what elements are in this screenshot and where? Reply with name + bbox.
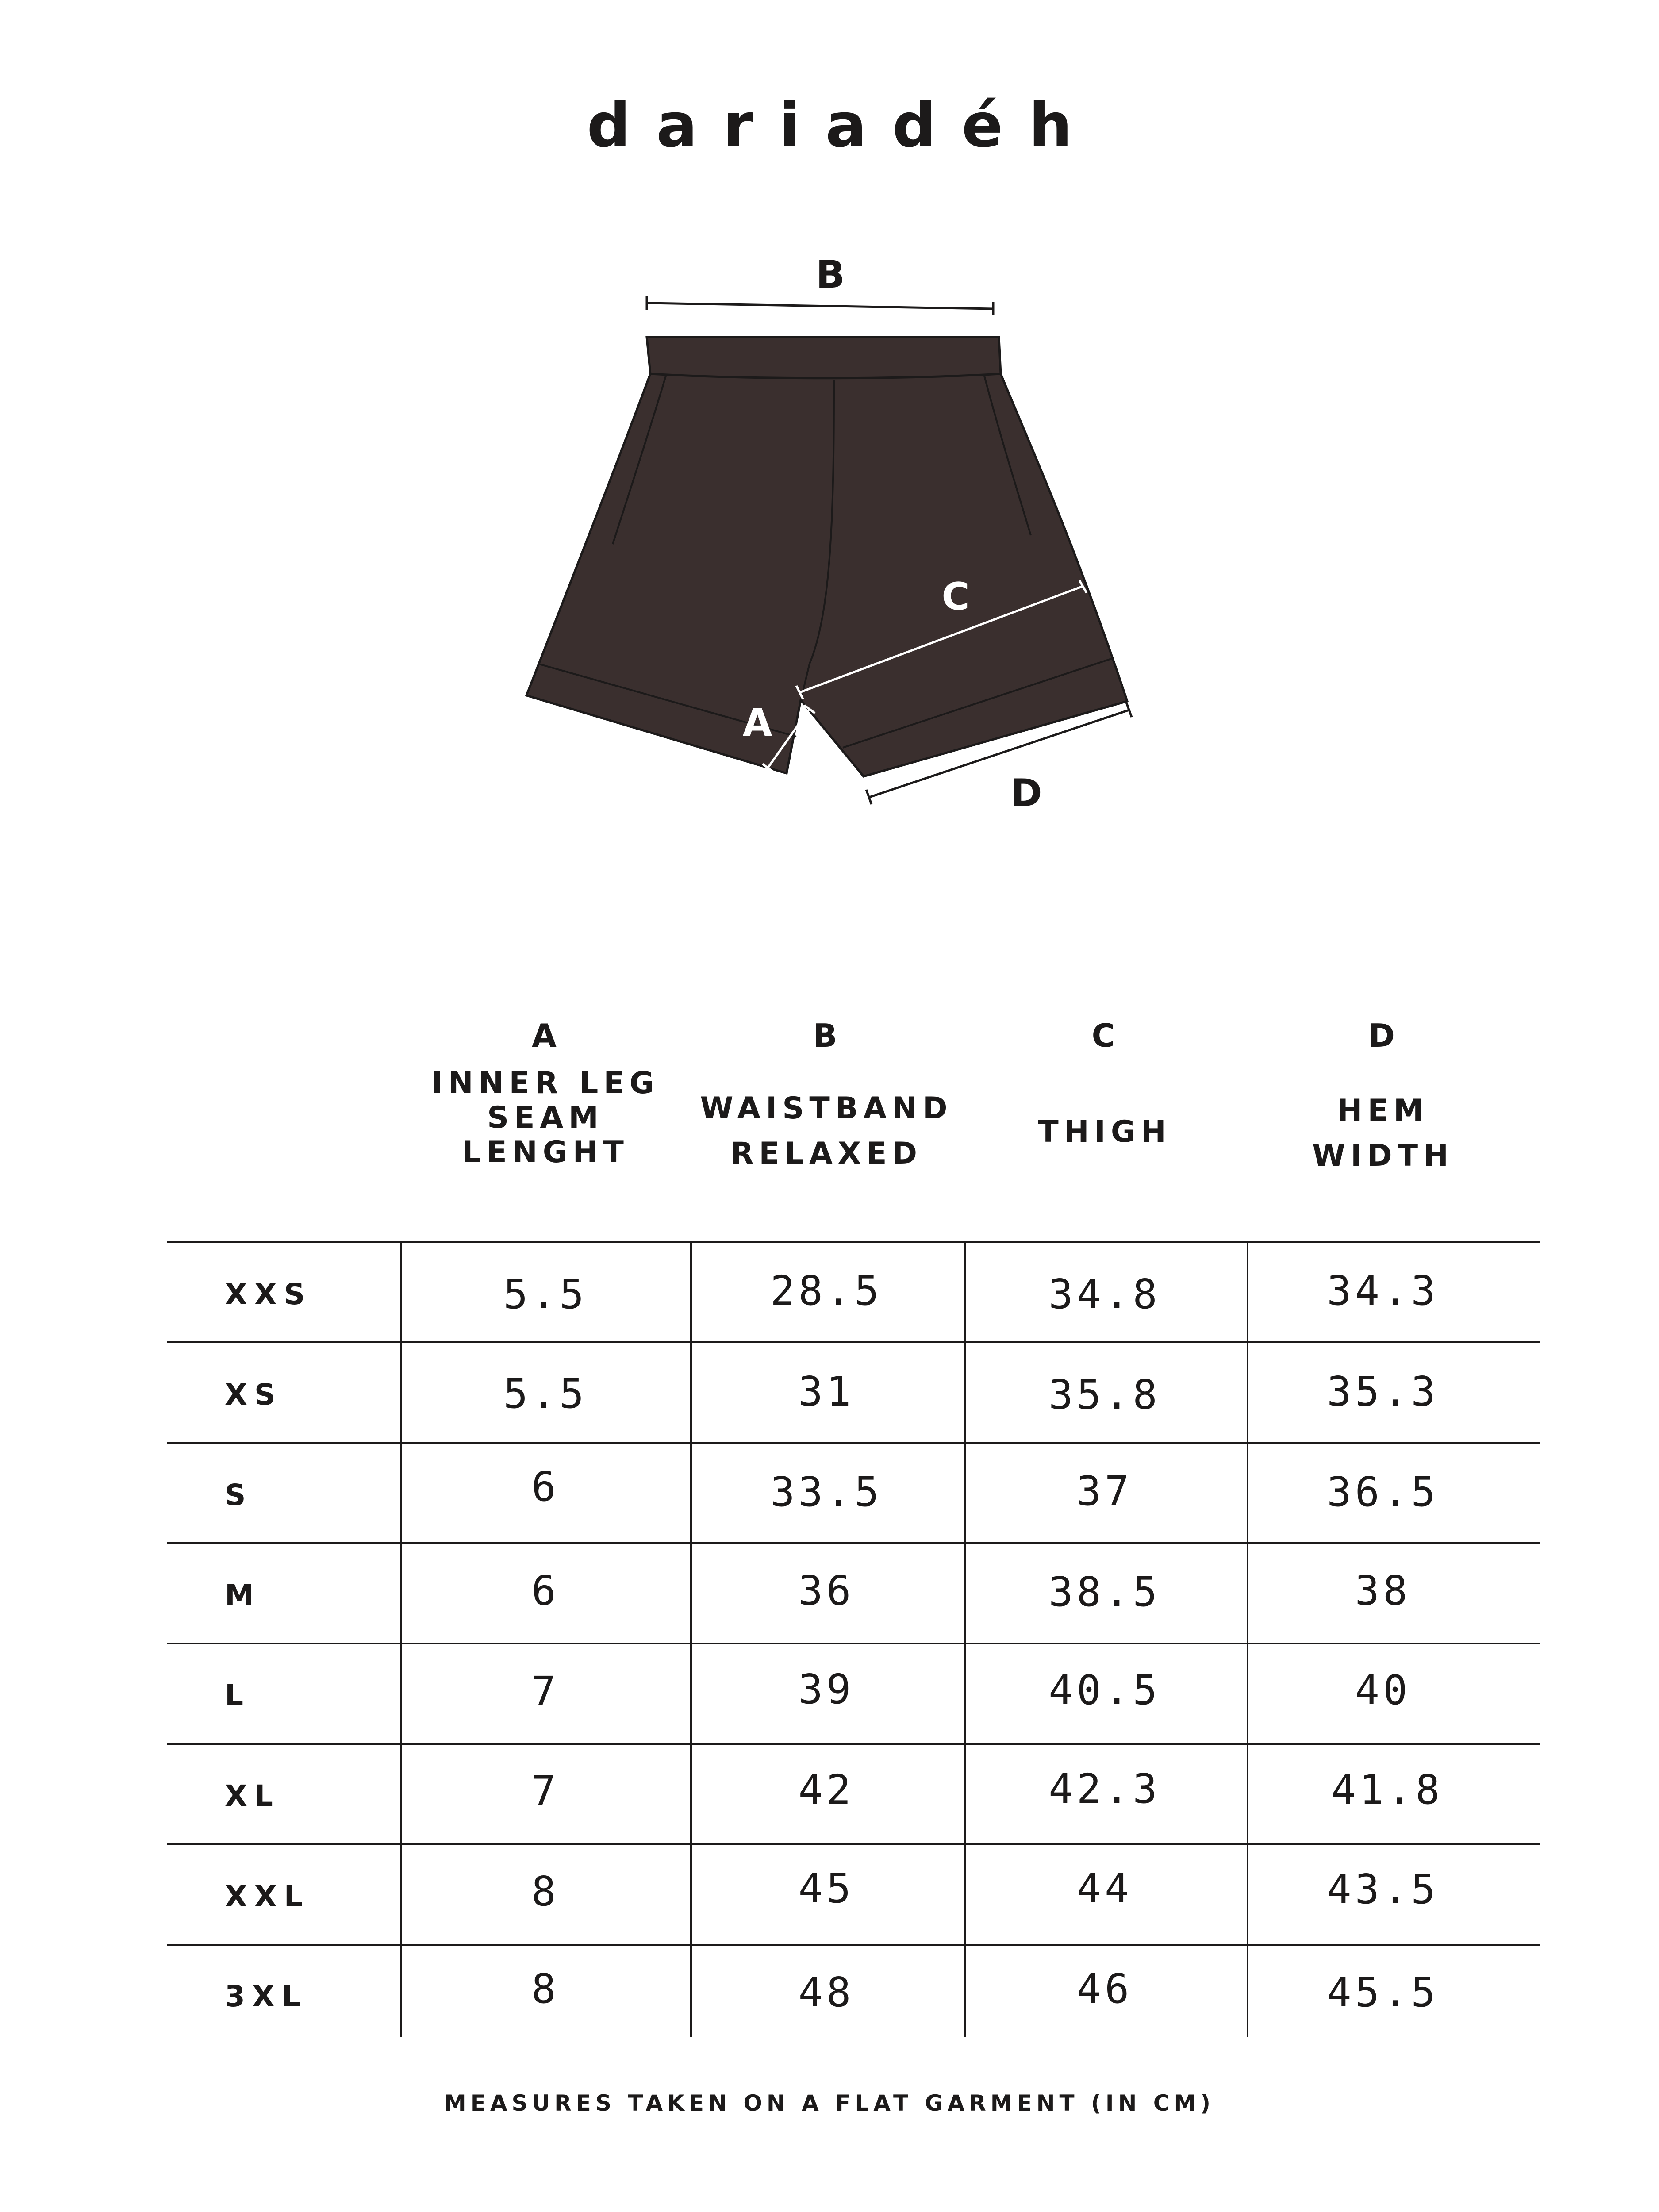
footnote: MEASURES TAKEN ON A FLAT GARMENT (IN CM) <box>444 2090 1215 2116</box>
measure-d-label: D <box>1010 771 1042 815</box>
col-c-letter: C <box>1091 1017 1118 1054</box>
value-thigh: 35.8 <box>1048 1371 1161 1418</box>
table-divider <box>964 1241 966 2037</box>
value-thigh: 42.3 <box>1048 1765 1161 1813</box>
col-a-title-line-1: INNER LEG <box>431 1066 660 1101</box>
value-hem: 45.5 <box>1327 1969 1439 2016</box>
measure-c-label: C <box>941 575 970 619</box>
table-rule <box>167 1643 1540 1644</box>
col-d-title <box>1206 1088 1560 1179</box>
size-label: XL <box>225 1779 280 1813</box>
value-waistband: 31 <box>798 1368 855 1415</box>
value-waistband: 36 <box>798 1567 855 1614</box>
measure-a-label: A <box>742 701 772 745</box>
value-thigh: 44 <box>1076 1865 1133 1912</box>
size-label: XS <box>225 1378 283 1412</box>
value-thigh: 40.5 <box>1048 1667 1161 1714</box>
shorts-diagram <box>0 0 1659 885</box>
value-inner-leg: 6 <box>531 1463 560 1510</box>
value-hem: 36.5 <box>1327 1468 1439 1516</box>
brand-logo: dariadéh <box>587 90 1098 161</box>
value-hem: 38 <box>1355 1567 1411 1614</box>
size-label: XXL <box>225 1879 310 1913</box>
value-waistband: 33.5 <box>770 1468 883 1516</box>
col-c-title-line-1: THIGH <box>1038 1114 1171 1149</box>
shorts-body <box>526 337 1127 776</box>
value-waistband: 42 <box>798 1766 855 1813</box>
col-b-title-line-2: RELAXED <box>730 1136 923 1171</box>
col-d-title-line-2: WIDTH <box>1312 1138 1454 1173</box>
col-d-title-line-1: HEM <box>1337 1093 1429 1128</box>
col-d-letter: D <box>1368 1017 1398 1054</box>
measure-b-label: B <box>816 253 845 297</box>
table-rule <box>167 1944 1540 1946</box>
table-divider <box>1247 1241 1248 2037</box>
col-a-letter: A <box>532 1017 559 1054</box>
value-hem: 41.8 <box>1331 1766 1444 1813</box>
value-waistband: 28.5 <box>770 1267 883 1314</box>
value-waistband: 48 <box>798 1969 855 2016</box>
table-divider <box>690 1241 692 2037</box>
value-hem: 40 <box>1355 1667 1411 1714</box>
value-inner-leg: 7 <box>531 1668 560 1715</box>
value-inner-leg: 5.5 <box>503 1370 588 1417</box>
size-label: XXS <box>225 1277 312 1311</box>
value-thigh: 37 <box>1076 1467 1133 1515</box>
value-thigh: 38.5 <box>1048 1568 1161 1616</box>
value-inner-leg: 8 <box>531 1965 560 2012</box>
size-label: L <box>225 1678 251 1713</box>
col-a-title-line-2: SEAM <box>487 1100 604 1136</box>
table-rule <box>167 1542 1540 1544</box>
value-hem: 35.3 <box>1327 1368 1439 1415</box>
value-waistband: 39 <box>798 1666 855 1713</box>
table-rule <box>167 1442 1540 1444</box>
value-inner-leg: 7 <box>531 1767 560 1815</box>
value-thigh: 46 <box>1076 1965 1133 2012</box>
value-thigh: 34.8 <box>1048 1271 1161 1318</box>
table-rule <box>167 1843 1540 1845</box>
col-a-title-line-3: LENGHT <box>462 1135 629 1170</box>
table-rule <box>167 1341 1540 1343</box>
table-divider <box>400 1241 402 2037</box>
size-label: M <box>225 1578 261 1613</box>
table-rule <box>167 1743 1540 1745</box>
value-hem: 43.5 <box>1327 1866 1439 1913</box>
value-hem: 34.3 <box>1327 1267 1439 1314</box>
measure-b-line <box>647 296 993 315</box>
value-inner-leg: 5.5 <box>503 1271 588 1318</box>
value-waistband: 45 <box>798 1865 855 1912</box>
table-rule <box>167 1241 1540 1243</box>
value-inner-leg: 6 <box>531 1567 560 1614</box>
col-b-title-line-1: WAISTBAND <box>700 1091 953 1126</box>
col-b-letter: B <box>813 1017 840 1054</box>
size-label: S <box>225 1478 253 1512</box>
size-label: 3XL <box>225 1979 307 2013</box>
value-inner-leg: 8 <box>531 1868 560 1915</box>
